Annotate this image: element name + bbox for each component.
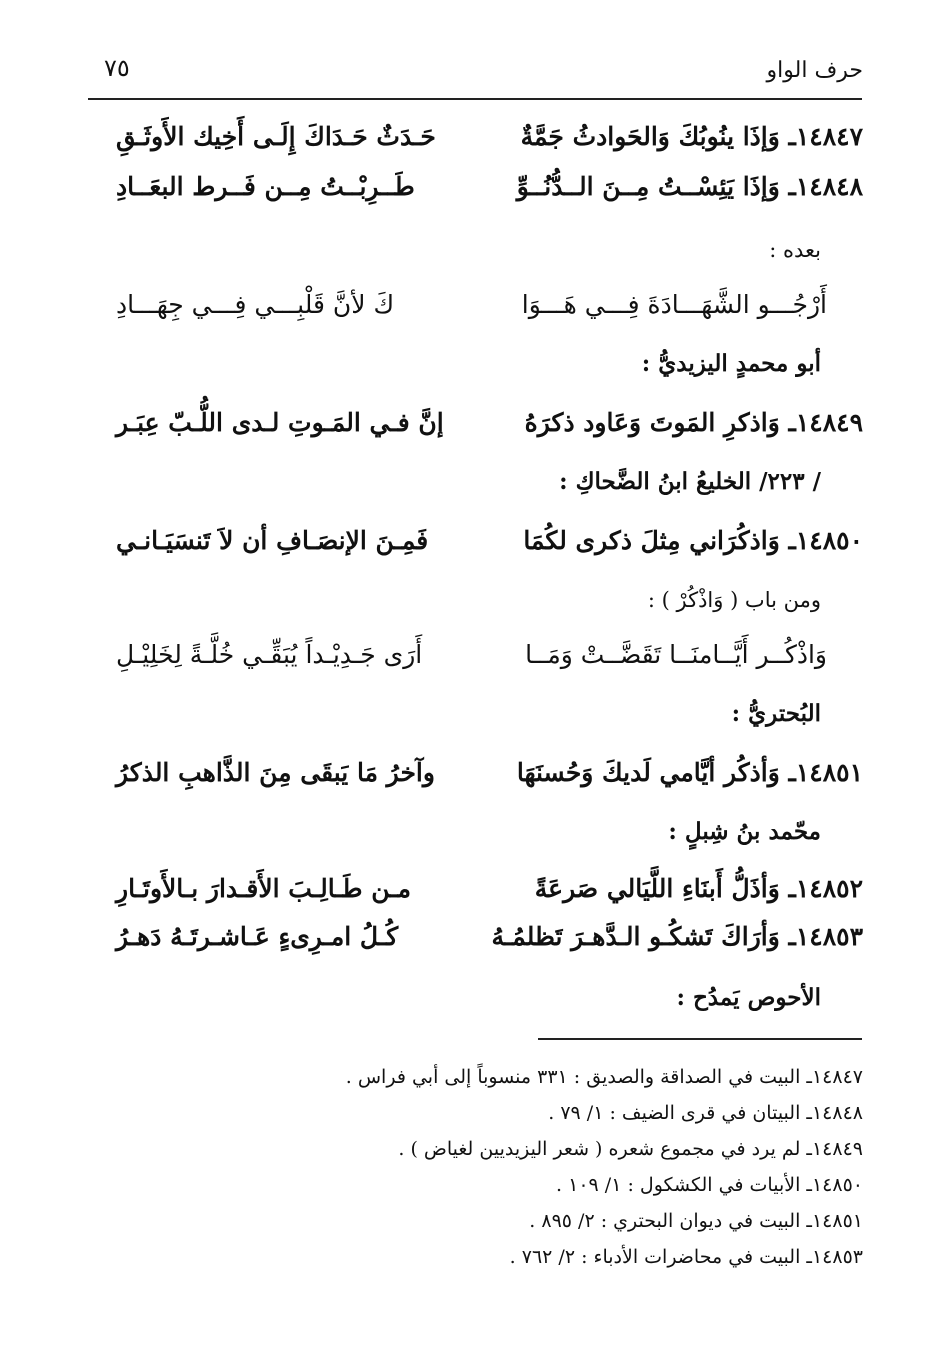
verse-second-hemistich: أَرَى جَـدِيْـداً يُبَقِّـي خُلَّـةً لِخَلِيْـلِ [116, 640, 423, 669]
verse-second-hemistich: إنَّ فـي المَـوتِ لـدى اللُّـبّ عِبَـر [116, 408, 444, 437]
verse-first-hemistich: أَرْجُـــو الشَّهَـــادَةَ فِـــي هَـــوَا [521, 290, 827, 319]
verse-unnumbered-1 [100, 290, 863, 338]
poet-label-buhturi: البُحتريُّ : [731, 700, 821, 727]
footnote-14849: ١٤٨٤٩ـ لم يرد في مجموع شعره ( شعر اليزيديين لغياض ) . [398, 1138, 863, 1160]
verse-second-hemistich: فَمِـنَ الإنصَـافِ أن لاَ تَنسَيَـانـي [116, 526, 429, 555]
verse-second-hemistich: وآخرُ مَا يَبقَى مِنَ الذَّاهبِ الذكرُ [116, 758, 435, 787]
poet-label-abu-muhammad: أبو محمدٍ اليزيديُّ : [641, 350, 821, 377]
poet-label-ibn-shibl: محّمد بنُ شِبلٍ : [668, 818, 821, 845]
verse-14849 [100, 408, 863, 456]
page-number: ٧٥ [104, 54, 130, 82]
section-label-after-him: بعده : [769, 238, 821, 262]
verse-second-hemistich: كَ لأنَّ قَلْبِـــي فِـــي جِهَـــادِ [116, 290, 395, 319]
footnote-14847: ١٤٨٤٧ـ البيت في الصداقة والصديق : ٣٣١ منسوباً إلى أبي فراس . [345, 1066, 863, 1088]
section-label-min-bab: ومن باب ( وَاذْكُرْ ) : [647, 588, 821, 612]
verse-unnumbered-2 [100, 640, 863, 688]
footnote-divider [538, 1038, 862, 1040]
verse-first-hemistich: ١٤٨٤٨ـ وَإذَا يَئِسْــتُ مِــنَ الــدُّنُــوِّ [516, 172, 863, 201]
poet-label-ahwas: الأحوص يَمدُح : [676, 984, 821, 1011]
footnote-14850: ١٤٨٥٠ـ الأبيات في الكشكول : ١/ ١٠٩ . [556, 1174, 863, 1196]
verse-second-hemistich: كُـلُ امـرِىءٍ عَـاشـرتَـهُ دَهـرُ [116, 922, 399, 951]
verse-14850 [100, 526, 863, 574]
footnote-14851: ١٤٨٥١ـ البيت في ديوان البحتري : ٢/ ٨٩٥ . [529, 1210, 863, 1232]
poet-label-khali: / ٢٢٣/ الخليعُ ابنُ الضَّحاكِ : [559, 468, 821, 495]
footnote-14853: ١٤٨٥٣ـ البيت في محاضرات الأدباء : ٢/ ٧٦٢ . [509, 1246, 863, 1268]
verse-first-hemistich: ١٤٨٤٧ـ وَإذَا ينُوبُكَ وَالحَوادثُ جَمَّةٌ [520, 122, 863, 151]
footnote-14848: ١٤٨٤٨ـ البيتان في قرى الضيف : ١/ ٧٩ . [548, 1102, 863, 1124]
verse-14852 [100, 874, 863, 922]
verse-14848 [100, 172, 863, 220]
verse-first-hemistich: وَاذْكُــر أَيَّــامنَــا تَقَضَّــتْ وَمَــا [525, 640, 827, 669]
verse-second-hemistich: حَـدَثٌ حَـدَاكَ إِلَـى أَخِيك الأَوثَـقِ [116, 122, 436, 151]
verse-first-hemistich: ١٤٨٥١ـ وَأذكُر أيَّامي لَديكَ وَحُسنَهَا [516, 758, 863, 787]
verse-first-hemistich: ١٤٨٥٣ـ وَأرَاكَ تَشكُـو الـدَّهـرَ تَظلمُـهُ [491, 922, 863, 951]
running-header: حرف الواو [766, 58, 863, 83]
verse-14847 [100, 122, 863, 170]
verse-14853 [100, 922, 863, 970]
verse-second-hemistich: مـن طَـالِـبَ الأَقـدارَ بـالأَوتَـارِ [116, 874, 412, 903]
verse-first-hemistich: ١٤٨٥٢ـ وَأذَلُّ أَبنَاءِ اللَّيَالي صَرعَةً [534, 874, 863, 903]
verse-14851 [100, 758, 863, 806]
verse-second-hemistich: طَــرِبْــتُ مِــن فَــرط البعَــادِ [116, 172, 415, 201]
verse-first-hemistich: ١٤٨٤٩ـ وَاذكرِ المَوتَ وَعَاود ذكرَهُ [524, 408, 863, 437]
verse-first-hemistich: ١٤٨٥٠ـ وَاذكُرَاني مِثلَ ذكرى لكُمَا [523, 526, 863, 555]
header-divider [88, 98, 862, 100]
